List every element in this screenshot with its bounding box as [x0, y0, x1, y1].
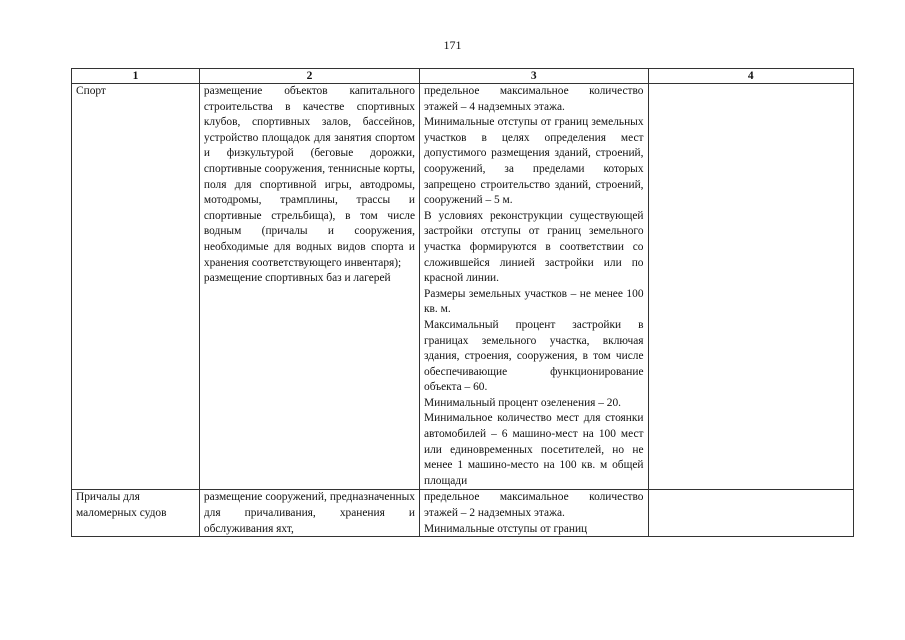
- parameter-paragraph: Размеры земельных участков – не менее 100 кв. м.: [424, 287, 644, 316]
- description-paragraph: размещение сооружений, предназначенных для причаливания, хранения и обслуживания яхт,: [203, 491, 415, 535]
- notes-cell: [648, 490, 853, 537]
- table-header-row: [72, 69, 854, 84]
- parameter-paragraph: Минимальные отступы от границ земельных участков в целях определения мест допустимого размещения зданий, строений, сооружений, за пределами которых запрещено строительство зданий, строений, сооружений – 5 м.: [424, 116, 644, 207]
- parameter-paragraph: Минимальное количество мест для стоянки автомобилей – 6 машино-мест на 100 мест или единовременных посетителей, но не менее 1 машино-место на 100 кв. м общей площади: [424, 412, 644, 487]
- column-header-3: 3: [420, 69, 649, 84]
- parameter-paragraph: Минимальный процент озеленения – 20.: [424, 396, 622, 409]
- parameter-paragraph: предельное максимальное количество этажей – 4 надземных этажа.: [424, 85, 644, 113]
- parameter-paragraph: Минимальные отступы от границ: [424, 522, 588, 535]
- table-row: [72, 490, 854, 537]
- notes-cell: [648, 84, 853, 490]
- column-header-2: 2: [199, 69, 419, 84]
- use-description-cell: [199, 490, 419, 537]
- parameter-paragraph: Максимальный процент застройки в границах земельного участка, включая здания, строения, сооружения, в том числе обеспечивающие функционирование объекта – 60.: [424, 318, 644, 394]
- use-type-cell: Спорт: [72, 84, 200, 490]
- description-clip: [204, 490, 415, 536]
- use-description-cell: [199, 84, 419, 490]
- parameters-cell: [420, 84, 649, 490]
- use-type-cell: [72, 490, 200, 537]
- parameter-paragraph: предельное максимальное количество этажей – 2 надземных этажа.: [424, 491, 644, 520]
- description-paragraph: размещение спортивных баз и лагерей: [203, 272, 391, 285]
- description-paragraph: размещение объектов капитального строительства в качестве спортивных клубов, спортивных залов, бассейнов, устройство площадок для занятия спортом и физкультурой (беговые дорожки, спортивные сооружения, теннисные корты, поля для спортивной игры, автодромы, мотодромы, трамплины, трассы и спортивные стрельбища), в том числе водным (причалы и сооружения, необходимые для водных видов спорта и хранения соответствующего инвентаря);: [203, 85, 415, 269]
- parameters-cell: [420, 490, 649, 537]
- regulations-table: [71, 68, 854, 537]
- parameters-clip: [424, 490, 644, 536]
- use-type-text: Причалы для маломерных судов: [76, 491, 167, 520]
- parameter-paragraph: В условиях реконструкции существующей застройки отступы от границ земельного участка формируются в соответствии со сложившейся линией застройки или по красной линии.: [424, 209, 644, 285]
- table-row: [72, 84, 854, 490]
- column-header-1: 1: [72, 69, 200, 84]
- column-header-4: 4: [648, 69, 853, 84]
- page-number: 171: [443, 38, 462, 52]
